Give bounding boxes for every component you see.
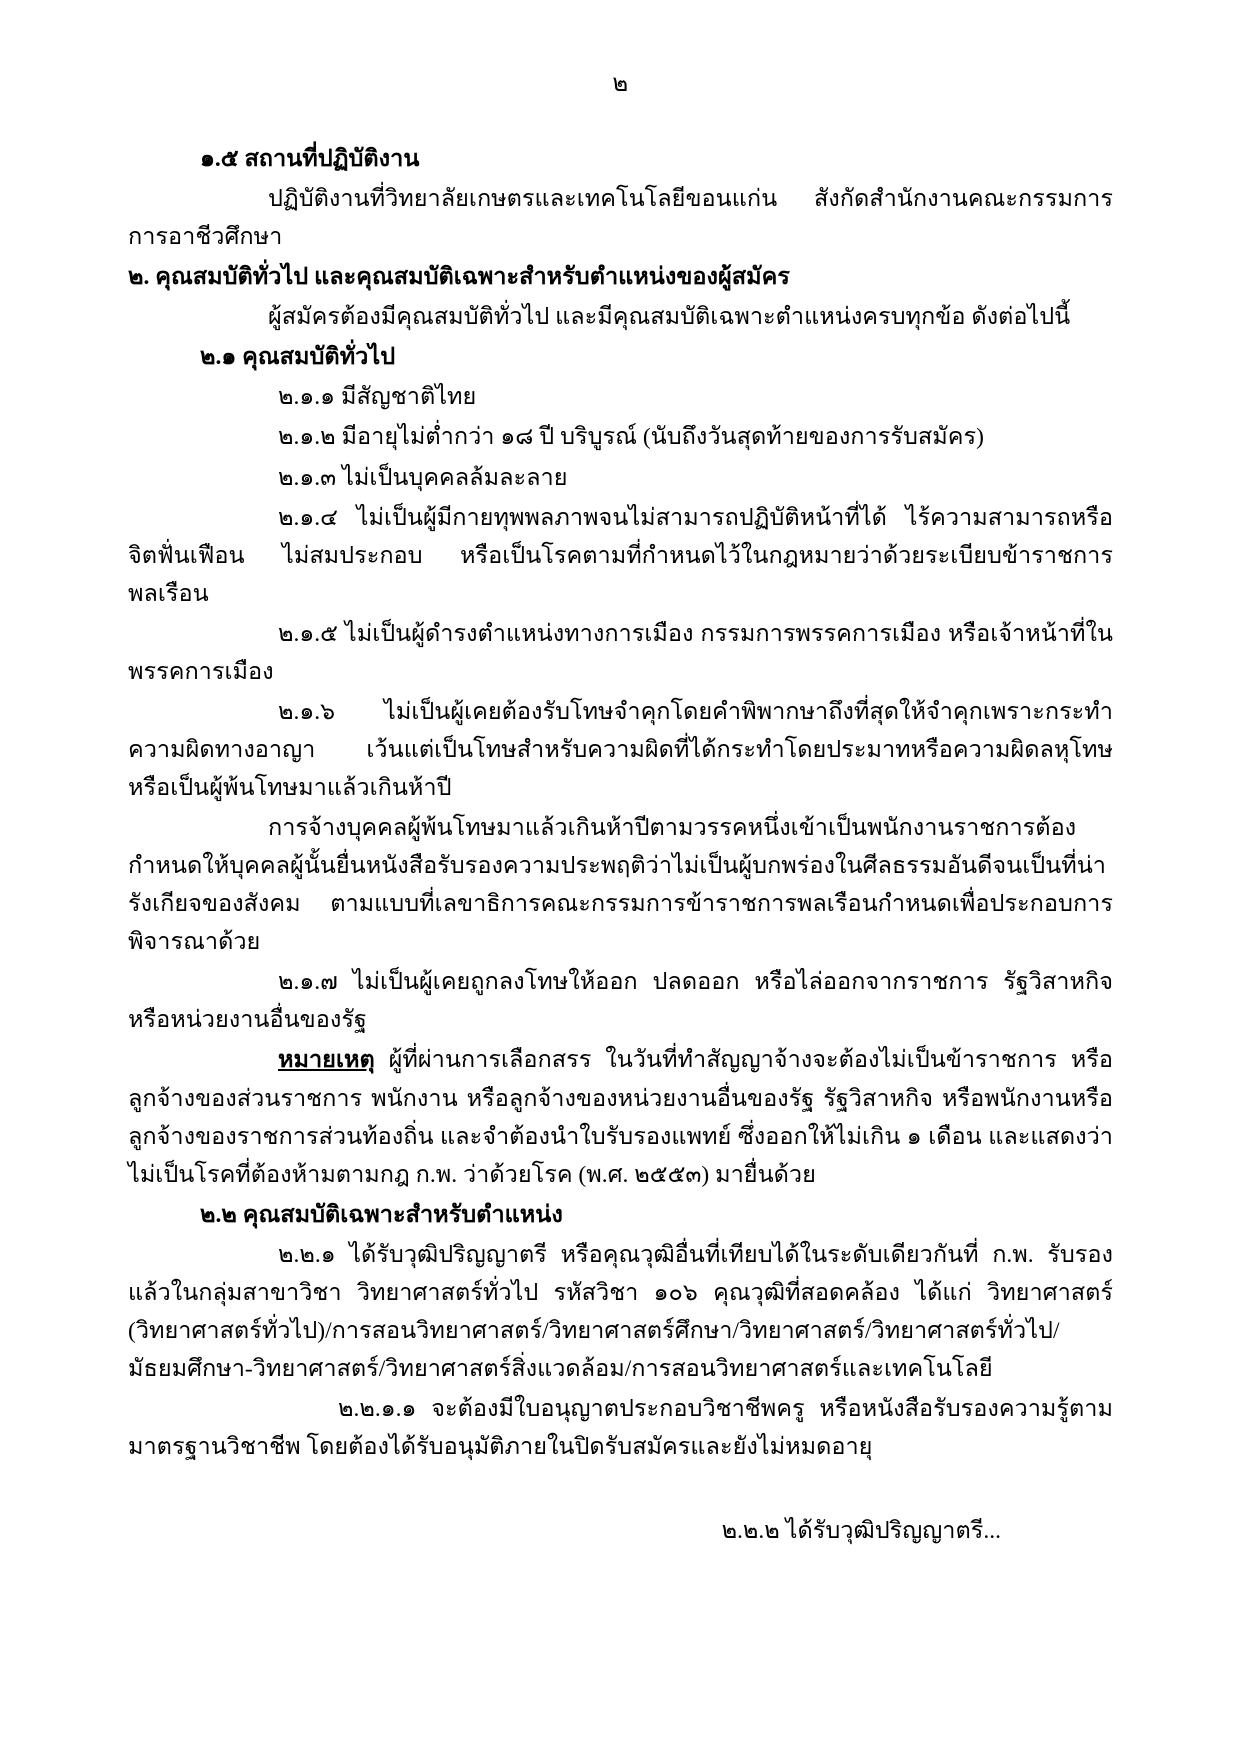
list-item-2-1-6: ๒.๑.๖ ไม่เป็นผู้เคยต้องรับโทษจำคุกโดยคำพิพากษาถึงที่สุดให้จำคุกเพราะกระทำความผิดทางอาญา เว้นแต่เป็นโทษสำหรับความผิดที่ได้กระทำโดยประมาทหรือความผิดลหุโทษ หรือเป็นผู้พ้นโทษมาแล้วเกินห้าปี [128,698,1113,801]
list-item-2-1-3: ๒.๑.๓ ไม่เป็นบุคคลล้มละลาย [278,464,568,491]
note-body: ผู้ที่ผ่านการเลือกสรร ในวันที่ทำสัญญาจ้างจะต้องไม่เป็นข้าราชการ หรือลูกจ้างของส่วนราชการ พนักงาน หรือลูกจ้างของหน่วยงานอื่นของรัฐ รัฐวิสาหกิจ หรือพนักงานหรือลูกจ้างของราชการส่วนท้องถิ่น และจำต้องนำใบรับรองแพทย์ ซึ่งออกให้ไม่เกิน ๑ เดือน และแสดงว่าไม่เป็นโรคที่ต้องห้ามตามกฎ ก.พ. ว่าด้วยโรค (พ.ศ. ๒๕๕๓) มายื่นด้วย [128,1047,1113,1188]
list-item-2-2-2: ๒.๒.๒ ได้รับวุฒิปริญญาตรี... [721,1518,1001,1545]
page-number: ๒ [612,71,629,97]
list-item-2-1-1: ๒.๑.๑ มีสัญชาติไทย [278,384,477,411]
list-item-2-2-1: ๒.๒.๑ ได้รับวุฒิปริญญาตรี หรือคุณวุฒิอื่นที่เทียบได้ในระดับเดียวกันที่ ก.พ. รับรองแล้วในกลุ่มสาขาวิชา วิทยาศาสตร์ทั่วไป รหัสวิชา ๑๐๖ คุณวุฒิที่สอดคล้อง ได้แก่ วิทยาศาสตร์ (วิทยาศาสตร์ทั่วไป)/การสอนวิทยาศาสตร์/วิทยาศาสตร์ศึกษา/วิทยาศาสตร์/วิทยาศาสตร์ทั่วไป/มัธยมศึกษา-วิทยาศาสตร์/วิทยาศาสตร์สิ่งแวดล้อม/การสอนวิทยาศาสตร์และเทคโนโลยี [128,1241,1113,1382]
note-label: หมายเหตุ [278,1047,375,1074]
section-heading-2: ๒. คุณสมบัติทั่วไป และคุณสมบัติเฉพาะสำหรับตำแหน่งของผู้สมัคร [128,264,790,291]
paragraph-2-1-6-continuation: การจ้างบุคคลผู้พ้นโทษมาแล้วเกินห้าปีตามวรรคหนึ่งเข้าเป็นพนักงานราชการต้องกำหนดให้บุคคลผู้นั้นยื่นหนังสือรับรองความประพฤติว่าไม่เป็นผู้บกพร่องในศีลธรรมอันดีจนเป็นที่น่ารังเกียจของสังคม ตามแบบที่เลขาธิการคณะกรรมการข้าราชการพลเรือนกำหนดเพื่อประกอบการพิจารณาด้วย [128,815,1113,956]
document-body [128,140,1113,1550]
section-heading-2-1: ๒.๑ คุณสมบัติทั่วไป [200,344,396,371]
list-item-2-1-2: ๒.๑.๒ มีอายุไม่ต่ำกว่า ๑๘ ปี บริบูรณ์ (นับถึงวันสุดท้ายของการรับสมัคร) [278,424,984,451]
section-heading-2-2: ๒.๒ คุณสมบัติเฉพาะสำหรับตำแหน่ง [200,1201,563,1228]
list-item-2-1-7: ๒.๑.๗ ไม่เป็นผู้เคยถูกลงโทษให้ออก ปลดออก หรือไล่ออกจากราชการ รัฐวิสาหกิจ หรือหน่วยงานอื่นของรัฐ [128,969,1113,1034]
list-item-2-1-5: ๒.๑.๕ ไม่เป็นผู้ดำรงตำแหน่งทางการเมือง กรรมการพรรคการเมือง หรือเจ้าหน้าที่ในพรรคการเมือง [128,620,1113,685]
section-body-1-5: ปฏิบัติงานที่วิทยาลัยเกษตรและเทคโนโลยีขอนแก่น สังกัดสำนักงานคณะกรรมการการอาชีวศึกษา [128,186,1113,251]
note-paragraph [128,1041,1113,1193]
list-item-2-1-4: ๒.๑.๔ ไม่เป็นผู้มีกายทุพพลภาพจนไม่สามารถปฏิบัติหน้าที่ได้ ไร้ความสามารถหรือจิตฟั่นเฟือน ไม่สมประกอบ หรือเป็นโรคตามที่กำหนดไว้ในกฎหมายว่าด้วยระเบียบข้าราชการพลเรือน [128,504,1113,607]
section-body-2: ผู้สมัครต้องมีคุณสมบัติทั่วไป และมีคุณสมบัติเฉพาะตำแหน่งครบทุกข้อ ดังต่อไปนี้ [268,304,1071,331]
section-heading-1-5: ๑.๕ สถานที่ปฏิบัติงาน [200,146,420,172]
list-item-2-2-1-1: ๒.๒.๑.๑ จะต้องมีใบอนุญาตประกอบวิชาชีพครู หรือหนังสือรับรองความรู้ตามมาตรฐานวิชาชีพ โดยต้องได้รับอนุมัติภายในปิดรับสมัครและยังไม่หมดอายุ [128,1396,1113,1461]
